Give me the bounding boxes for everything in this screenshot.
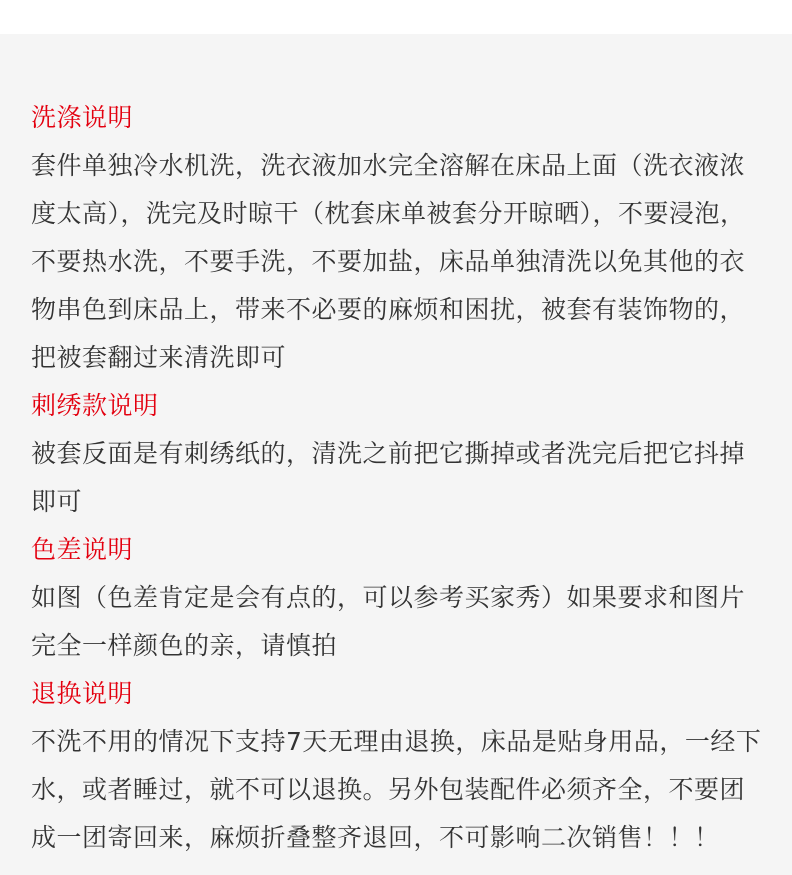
notice-content — [31, 94, 766, 862]
washing-title: 洗涤说明 — [31, 103, 134, 132]
embroidery-title: 刺绣款说明 — [31, 391, 159, 420]
return-text: 不洗不用的情况下支持7天无理由退换，床品是贴身用品，一经下水，或者睡过，就不可以退换。另外包装配件必须齐全，不要团成一团寄回来，麻烦折叠整齐退回，不可影响二次销售！！！ — [31, 727, 762, 852]
color-difference-title: 色差说明 — [31, 535, 134, 564]
color-difference-text: 如图（色差肯定是会有点的，可以参考买家秀）如果要求和图片完全一样颜色的亲，请慎拍 — [31, 583, 746, 660]
washing-section — [31, 94, 766, 382]
color-difference-section — [31, 526, 766, 670]
return-title: 退换说明 — [31, 679, 134, 708]
embroidery-text: 被套反面是有刺绣纸的，清洗之前把它撕掉或者洗完后把它抖掉即可 — [31, 439, 746, 516]
return-section — [31, 670, 766, 862]
washing-text: 套件单独冷水机洗，洗衣液加水完全溶解在床品上面（洗衣液浓度太高），洗完及时晾干（枕套床单被套分开晾晒），不要浸泡，不要热水洗，不要手洗，不要加盐，床品单独清洗以免其他的衣物串色到床品上，带来不必要的麻烦和困扰，被套有装饰物的，把被套翻过来清洗即可 — [31, 151, 746, 372]
embroidery-section — [31, 382, 766, 526]
notice-panel — [0, 34, 792, 875]
